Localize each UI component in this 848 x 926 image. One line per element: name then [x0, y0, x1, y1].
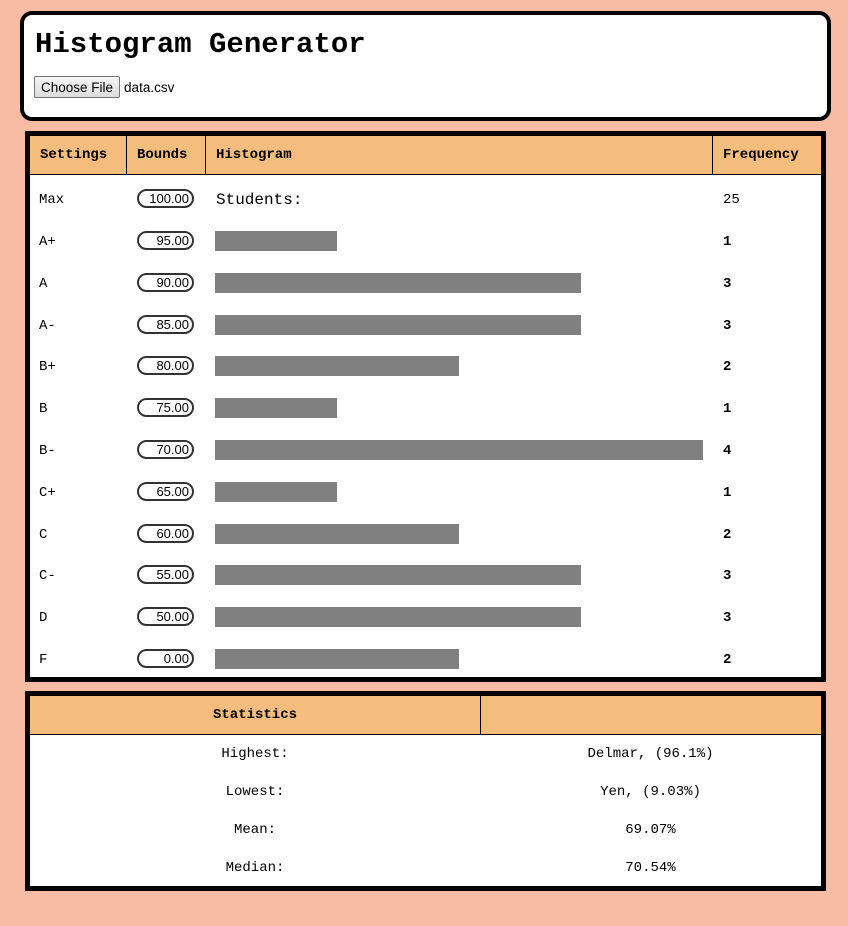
grade-label: A-: [39, 317, 56, 334]
statistic-row: [30, 811, 821, 849]
grade-row: [30, 555, 821, 597]
grade-row: [30, 430, 821, 472]
statistic-label: Mean:: [233, 822, 276, 838]
frequency-value: 2: [723, 652, 732, 668]
grade-label: B+: [39, 359, 56, 376]
bound-input[interactable]: [137, 649, 194, 668]
grade-row: [30, 263, 821, 305]
column-divider: [480, 696, 481, 734]
frequency-value: 1: [723, 401, 732, 418]
grade-label: B: [39, 401, 48, 418]
bound-input[interactable]: [137, 524, 194, 543]
statistic-value: Yen, (9.03%): [600, 784, 701, 800]
histogram-bar: [215, 607, 581, 627]
max-label: Max: [39, 192, 65, 208]
statistic-value: Delmar, (96.1%): [587, 746, 714, 762]
frequency-column-header: Frequency: [723, 147, 799, 163]
histogram-bar: [215, 524, 459, 544]
bound-input[interactable]: [137, 315, 194, 334]
frequency-value: 2: [723, 526, 732, 543]
grade-row: [30, 597, 821, 639]
statistic-label: Lowest:: [225, 784, 285, 800]
frequency-value: 1: [723, 234, 732, 250]
frequency-value: 2: [723, 359, 732, 376]
grade-row: [30, 221, 821, 263]
grade-label: B-: [39, 443, 56, 459]
histogram-bar: [215, 440, 703, 460]
statistics-table: [25, 691, 826, 891]
bound-input[interactable]: [137, 482, 194, 501]
grade-row: [30, 639, 821, 681]
bounds-column-header: Bounds: [137, 147, 188, 163]
bound-input[interactable]: [137, 565, 194, 584]
frequency-value: 3: [723, 568, 732, 585]
statistic-row: [30, 773, 821, 811]
frequency-value: 4: [723, 443, 732, 459]
bound-input[interactable]: [137, 607, 194, 626]
bound-input[interactable]: [137, 398, 194, 417]
frequency-value: 1: [723, 484, 732, 501]
statistic-label: Highest:: [221, 746, 289, 762]
histogram-bar: [215, 315, 581, 335]
histogram-header-row: [30, 136, 821, 175]
frequency-value: 3: [723, 610, 732, 627]
choose-file-button[interactable]: Choose File: [34, 76, 120, 98]
grade-row: [30, 346, 821, 388]
bound-input[interactable]: [137, 231, 194, 250]
grade-label: C+: [39, 484, 56, 501]
grade-label: D: [39, 610, 48, 627]
grade-row: [30, 388, 821, 430]
grade-row: [30, 514, 821, 556]
grade-row: [30, 472, 821, 514]
histogram-bar: [215, 649, 459, 669]
grade-label: C: [39, 526, 48, 543]
statistics-header-row: [30, 696, 821, 735]
header-panel: [20, 11, 831, 121]
max-row: [30, 179, 821, 221]
histogram-bar: [215, 356, 459, 376]
bound-input[interactable]: [137, 356, 194, 375]
statistic-row: [30, 735, 821, 773]
selected-file-name: data.csv: [124, 79, 175, 95]
bound-input[interactable]: [137, 440, 194, 459]
bound-input[interactable]: [137, 273, 194, 292]
statistic-value: 69.07%: [625, 822, 676, 838]
statistic-value: 70.54%: [625, 860, 676, 876]
histogram-table: [25, 131, 826, 682]
histogram-bar: [215, 565, 581, 585]
frequency-value: 3: [723, 317, 732, 334]
statistic-label: Median:: [225, 860, 285, 876]
max-bound-input[interactable]: [137, 189, 194, 208]
frequency-value: 3: [723, 275, 732, 292]
histogram-bar: [215, 398, 337, 418]
students-label: Students:: [216, 191, 303, 209]
histogram-bar: [215, 231, 337, 251]
grade-label: A+: [39, 234, 56, 250]
grade-label: A: [39, 275, 48, 292]
grade-label: F: [39, 652, 48, 668]
page-title: Histogram Generator: [35, 28, 366, 61]
grade-label: C-: [39, 568, 56, 585]
histogram-column-header: Histogram: [216, 147, 292, 163]
statistics-title: Statistics: [212, 707, 297, 723]
settings-column-header: Settings: [40, 147, 108, 163]
grade-row: [30, 305, 821, 347]
file-picker: [34, 76, 174, 98]
total-students: 25: [723, 192, 740, 208]
histogram-bar: [215, 273, 581, 293]
histogram-bar: [215, 482, 337, 502]
statistic-row: [30, 849, 821, 887]
